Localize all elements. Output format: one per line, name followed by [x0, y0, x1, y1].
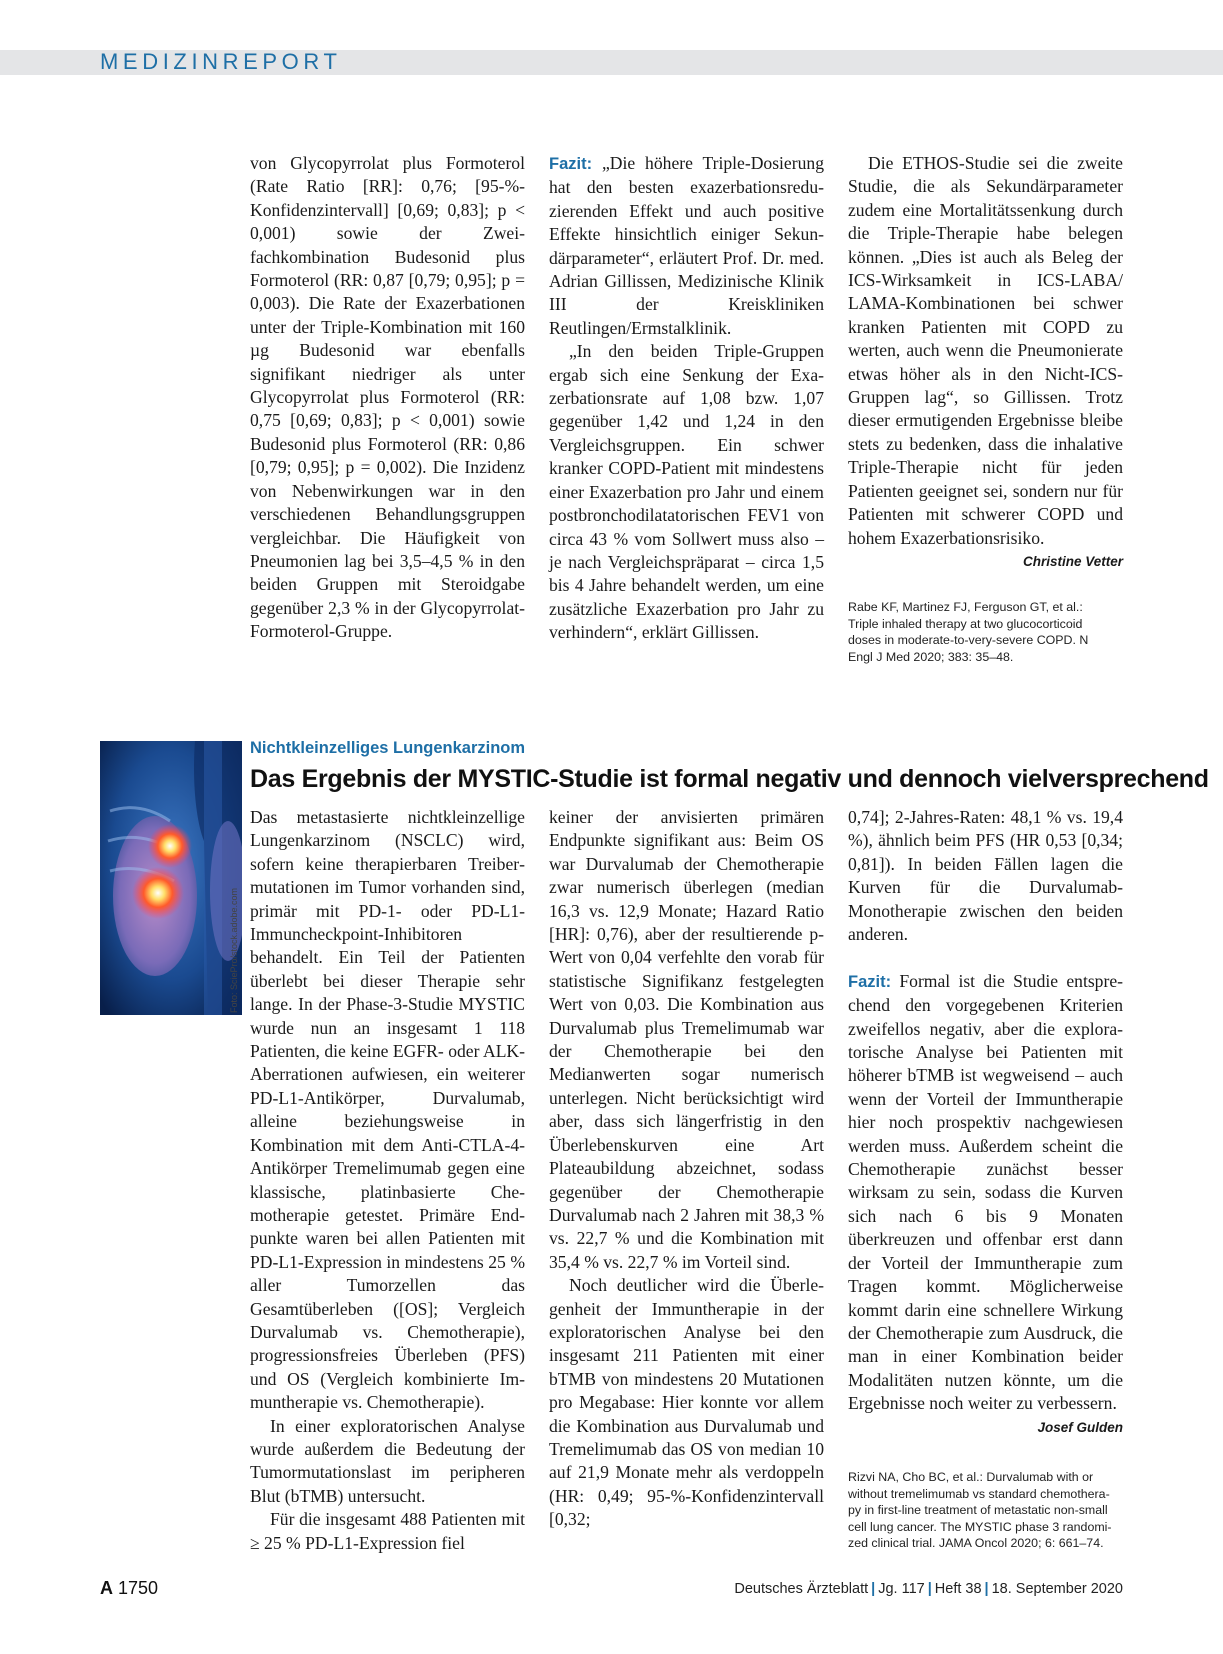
top-col2-paragraph-1: [549, 152, 824, 340]
top-col1-paragraph: von Glycopyrrolat plus Formoterol (Rate Ratio [RR]: 0,76; [95-%-Konfidenzintervall] [0,69; 0,83]; p < 0,001) sowie der Zweifachkombination Budesonid plus Formoterol (RR: 0,87 [0,79; 0,95]; p = 0,003). Die Rate der Exazerbationen unter der Triple-Kombination mit 160 µg Budesonid war ebenfalls signifikant niedriger als unter Glycopyrrolat plus Formoterol (RR: 0,75 [0,69; 0,83]; p < 0,001) sowie Budesonid plus Formoterol (RR: 0,86 [0,79; 0,95]; p = 0,002). Die Inzidenz von Nebenwirkungen war in den verschiedenen Behandlungsgruppen vergleichbar. Die Häufigkeit von Pneumonien lag bei 3,5–4,5 % in den beiden Gruppen mit Steroidgabe gegenüber 2,3 % in der Glycopyrrolat-Formoterol-Gruppe.: [250, 153, 525, 642]
reference-citation: Rabe KF, Martinez FJ, Ferguson GT, et al.: Triple inhaled therapy at two glucocorticoid doses in moderate-to-very-severe COPD. N Engl J Med 2020; 383: 35–48.: [848, 600, 1089, 664]
journal-issue: Heft 38: [934, 1581, 982, 1597]
article-headline: Das Ergebnis der MYSTIC-Studie ist formal negativ und dennoch vielversprechend: [250, 765, 1209, 793]
article-column-1: [250, 806, 525, 1555]
article-column-2: [549, 806, 824, 1532]
journal-date: 18. September 2020: [991, 1581, 1123, 1597]
article-column-3: [848, 806, 1123, 1439]
top-col2-paragraph-2: „In den beiden Triple-Gruppen ergab sich eine Senkung der Exazerbationsrate auf 1,08 bzw. 1,07 gegenüber 1,42 und 1,24 in den Vergleichsgruppen. Ein schwer kranker COPD-Patient mit mindestens einer Exazerbation pro Jahr und einem postbronchodilatatorischen FEV1 von circa 43 % vom Sollwert muss also – je nach Vergleichspräparat – circa 1,5 bis 4 Jahre behandelt werden, um eine zusätzliche Exazerbation pro Jahr zu verhindern“, erklärt Gillissen.: [549, 341, 824, 643]
article-fazit-text: Formal ist die Studie entsprechend den vorgegebenen Kriterien zweifellos negativ, aber die exploratorische Analyse bei Patienten mit höherer bTMB ist wegweisend – auch wenn der Vorteil der Immuntherapie hier noch prospektiv nachgewiesen werden muss. Außerdem scheint die Chemotherapie zunächst besser wirksam zu sein, sodass die Kurven sich nach 6 bis 9 Monaten überkreuzen und offenbar erst dann der Vorteil der Immuntherapie zum Tragen kommt. Möglicherweise kommt darin eine schnellere Wirkung der Chemotherapie zum Ausdruck, die man in einer Kombination beider Modalitäten nutzen könnte, um die Ergebnisse noch weiter zu verbessern.: [848, 970, 1123, 1414]
article-col2-paragraph-2: Noch deutlicher wird die Überlegenheit der Immuntherapie in der exploratorischen Analyse bei den insgesamt 211 Patienten mit einer bTMB von mindestens 20 Mutationen pro Megabase: Hier konnte vor allem die Kombination aus Durvalumab und Tremelimumab das OS von median 10 auf 21,9 Monate mehr als verdoppeln (HR: 0,49; 95-%-Konfidenzintervall [0,32;: [549, 1275, 824, 1530]
separator: |: [927, 1581, 932, 1597]
photo-credit: Foto: SciePro/stock.adobe.com: [229, 887, 239, 1013]
top-col3-text: Die ETHOS-Studie sei die zweite Studie, die als Sekundärparameter zudem eine Mortalitätssenkung durch die Triple-Therapie habe belegen können. „Dies ist auch als Beleg der ICS-Wirksamkeit in ICS-LABA/ LAMA-Kombinationen bei schwer kranken Patienten mit COPD zu werten, auch wenn die Pneumonierate etwas höher als in den Nicht-ICS-Gruppen lag“, so Gillissen. Trotz dieser ermutigenden Ergebnisse bleibe stets zu bedenken, dass die inhalative Triple-Therapie nicht für jeden Patienten geeignet sei, sondern nur für Patienten mit schwerer COPD und hohem Exazerbationsrisiko.: [848, 153, 1123, 548]
page-prefix: A: [100, 1578, 113, 1598]
journal-info: [734, 1581, 1123, 1597]
article-fazit-label: Fazit:: [848, 972, 892, 991]
top-column-1: [250, 152, 525, 644]
journal-name: Deutsches Ärzteblatt: [734, 1581, 869, 1597]
page-number-value: 1750: [118, 1578, 159, 1598]
article-reference-citation: Rizvi NA, Cho BC, et al.: Durvalumab with or without tremelimumab vs standard chemotherapy in first-line treatment of metastatic non-small cell lung cancer. The MYSTIC phase 3 randomized clinical trial. JAMA Oncol 2020; 6: 661–74.: [848, 1470, 1112, 1551]
top-column-2: [549, 152, 824, 645]
separator: |: [871, 1581, 876, 1597]
section-label: MEDIZINREPORT: [100, 49, 342, 74]
page-number: [100, 1578, 158, 1599]
article-col1-paragraph-1: Das metastasierte nichtkleinzellige Lungenkarzinom (NSCLC) wird, sofern keine therapierbaren Treibermutationen im Tumor vorhanden sind, primär mit PD-1- oder PD-L1-Immuncheckpoint-Inhibitoren behandelt. Ein Teil der Patienten überlebt bei dieser Therapie sehr lange. In der Phase-3-Studie MYSTIC wurde nun an insgesamt 1 118 Patienten, die keine EGFR- oder ALK-Aberrationen aufwiesen, ein weiterer PD-L1-Antikörper, Durvalumab, alleine beziehungsweise in Kombination mit dem Anti-CTLA-4-Antikörper Tremelimumab gegen eine klassische, platinbasierte Chemotherapie getestet. Primäre Endpunkte waren bei allen Patienten mit PD-L1-Expression in mindestens 25 % aller Tumorzellen das Gesamtüberleben ([OS]; Vergleich Durvalumab vs. Chemotherapie), progressionsfreies Überleben (PFS) und OS (Vergleich kombinierte Immuntherapie vs. Chemotherapie).: [250, 807, 525, 1413]
lung-cancer-illustration: [100, 741, 242, 1015]
top-column-3: [848, 152, 1123, 573]
fazit-label: Fazit:: [549, 155, 593, 173]
lung-illustration-svg: [100, 741, 242, 1015]
author-byline: Christine Vetter: [1022, 553, 1123, 569]
article-kicker: Nichtkleinzelliges Lungenkarzinom: [250, 739, 526, 757]
article-col1-paragraph-3: Für die insgesamt 488 Patienten mit ≥ 25 % PD-L1-Expression fiel: [250, 1509, 525, 1553]
article-col1-paragraph-2: In einer exploratorischen Analyse wurde außerdem die Bedeutung der Tumormutationslast im peripheren Blut (bTMB) untersucht.: [250, 1415, 525, 1506]
journal-volume: Jg. 117: [878, 1581, 925, 1597]
article-col3-paragraph-1: 0,74]; 2-Jahres-Raten: 48,1 % vs. 19,4 %), ähnlich beim PFS (HR 0,53 [0,34; 0,81]). In beiden Fällen lagen die Kurven für die Durvalumab-Monotherapie zwischen den beiden anderen.: [848, 807, 1123, 945]
article-col3-paragraph-2: [848, 970, 1123, 1435]
article-col2-paragraph-1: keiner der anvisierten primären Endpunkte signifikant aus: Beim OS war Durvalumab der Chemotherapie zwar numerisch überlegen (median 16,3 vs. 12,9 Monate; Hazard Ratio [HR]: 0,76), aber der resultierende p-Wert von 0,04 verfehlte den vorab für statistische Signifikanz festgelegten Wert von 0,03. Die Kombination aus Durvalumab plus Tremelimumab war der Chemotherapie bei den Medianwerten sogar numerisch unterlegen. Nicht berücksichtigt wird aber, dass sich längerfristig in den Überlebenskurven eine Art Plateaubildung abzeichnet, sodass gegenüber der Chemotherapie Durvalumab nach 2 Jahren mit 38,3 % vs. 22,7 % und die Kombination mit 35,4 % vs. 22,7 % im Vorteil sind.: [549, 807, 824, 1272]
separator: |: [984, 1581, 989, 1597]
article-author-byline: Josef Gulden: [1037, 1419, 1123, 1435]
top-col3-paragraph: [848, 152, 1123, 569]
fazit-text: „Die höhere Triple-Dosierung hat den besten exazerbationsreduzierenden Effekt und auch positive Effekte hinsichtlich einiger Sekundärparameter“, erläutert Prof. Dr. med. Adrian Gillissen, Medizinische Klinik III der Kreiskliniken Reutlingen/Ermstalklinik.: [549, 153, 824, 338]
